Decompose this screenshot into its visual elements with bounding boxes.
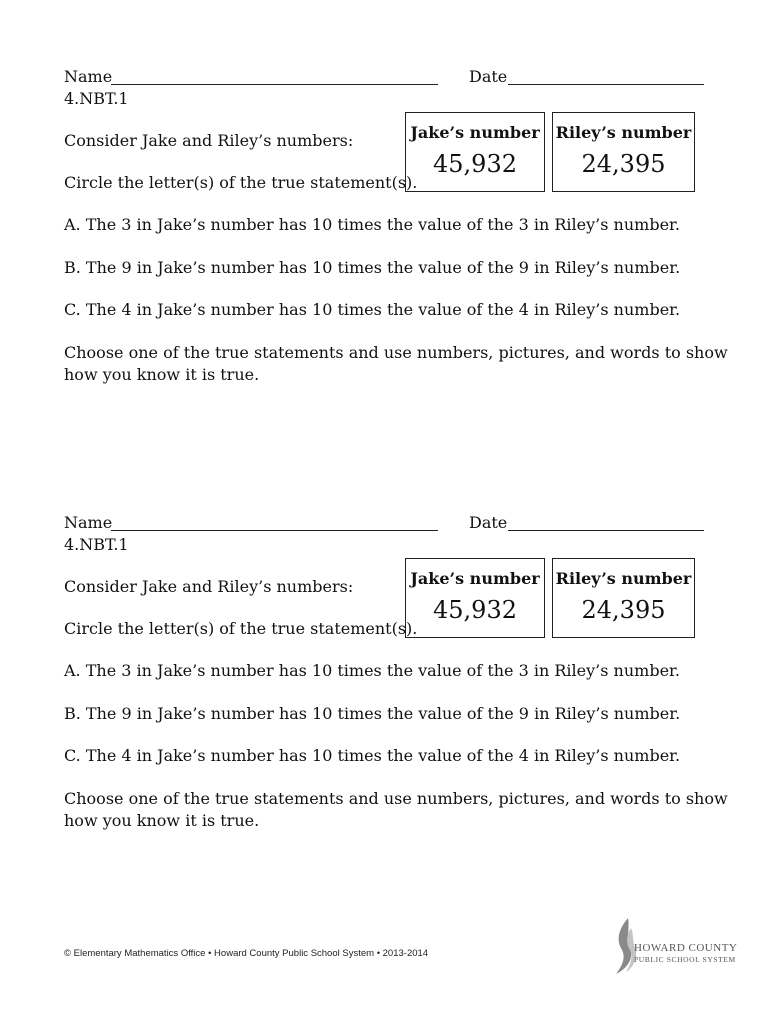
- prompt-text: Consider Jake and Riley’s numbers:: [64, 577, 354, 596]
- riley-number-box: [552, 112, 695, 192]
- worksheet-1: [0, 0, 770, 400]
- riley-number-value: 24,395: [581, 150, 666, 178]
- logo-text-line-2: PUBLIC SCHOOL SYSTEM: [634, 955, 736, 964]
- explain-text-line-1: Choose one of the true statements and use numbers, pictures, and words to show: [64, 343, 728, 362]
- hcpss-logo: [612, 916, 738, 978]
- footer-copyright: © Elementary Mathematics Office • Howard County Public School System • 2013-2014: [64, 948, 429, 959]
- date-label: Date: [469, 513, 508, 532]
- explain-text-line-1: Choose one of the true statements and use numbers, pictures, and words to show: [64, 789, 728, 808]
- option-a[interactable]: A. The 3 in Jake’s number has 10 times the value of the 3 in Riley’s number.: [64, 215, 681, 234]
- jake-number-label: Jake’s number: [410, 123, 540, 142]
- option-a[interactable]: A. The 3 in Jake’s number has 10 times the value of the 3 in Riley’s number.: [64, 661, 681, 680]
- riley-number-label: Riley’s number: [555, 123, 692, 142]
- jake-number-box: [405, 112, 545, 192]
- jake-number-value: 45,932: [433, 596, 517, 624]
- worksheet-2: [0, 446, 770, 846]
- logo-text-line-1: HOWARD COUNTY: [634, 942, 738, 954]
- date-line: [508, 530, 704, 531]
- riley-number-value: 24,395: [581, 596, 666, 624]
- jake-number-value: 45,932: [433, 150, 517, 178]
- explain-text-line-2: how you know it is true.: [64, 811, 260, 830]
- jake-number-label: Jake’s number: [410, 569, 540, 588]
- explain-text-line-2: how you know it is true.: [64, 365, 260, 384]
- name-line: [111, 530, 438, 531]
- date-line: [508, 84, 704, 85]
- standard-code: 4.NBT.1: [64, 89, 129, 108]
- option-b[interactable]: B. The 9 in Jake’s number has 10 times the value of the 9 in Riley’s number.: [64, 258, 681, 277]
- prompt-text: Consider Jake and Riley’s numbers:: [64, 131, 354, 150]
- name-line: [111, 84, 438, 85]
- option-c[interactable]: C. The 4 in Jake’s number has 10 times the value of the 4 in Riley’s number.: [64, 300, 681, 319]
- option-b[interactable]: B. The 9 in Jake’s number has 10 times the value of the 9 in Riley’s number.: [64, 704, 681, 723]
- name-label: Name: [64, 513, 113, 532]
- instruction-text: Circle the letter(s) of the true statement(s).: [64, 173, 418, 192]
- riley-number-box: [552, 558, 695, 638]
- riley-number-label: Riley’s number: [555, 569, 692, 588]
- option-c[interactable]: C. The 4 in Jake’s number has 10 times the value of the 4 in Riley’s number.: [64, 746, 681, 765]
- date-label: Date: [469, 67, 508, 86]
- instruction-text: Circle the letter(s) of the true statement(s).: [64, 619, 418, 638]
- jake-number-box: [405, 558, 545, 638]
- standard-code: 4.NBT.1: [64, 535, 129, 554]
- name-label: Name: [64, 67, 113, 86]
